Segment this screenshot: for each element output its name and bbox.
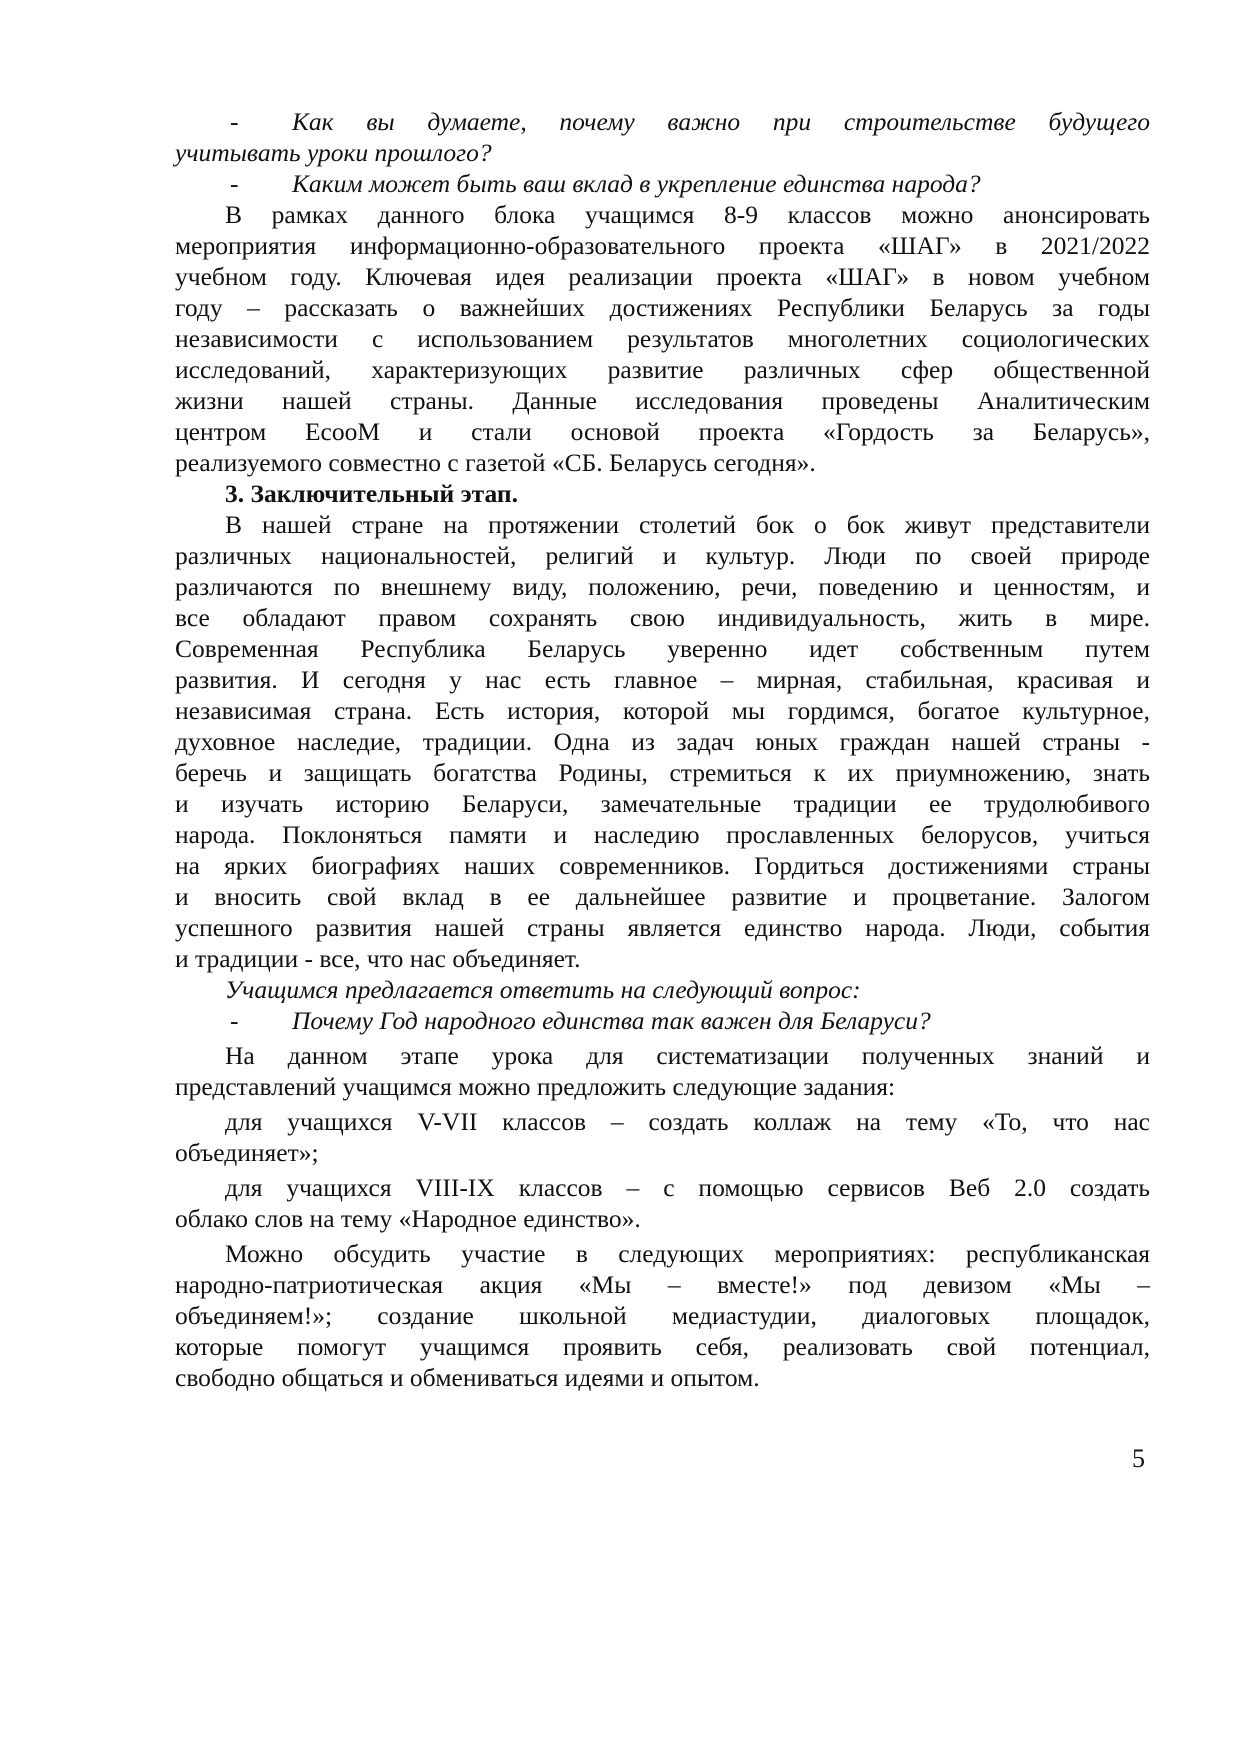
text-line: все обладают правом сохранять свою индивидуальность, жить в мире. (175, 603, 1150, 632)
text-line: успешного развития нашей страны является единство народа. Люди, события (175, 913, 1150, 942)
text-line (175, 106, 1150, 137)
question-item (175, 168, 1150, 199)
text-line: реализуемого совместно с газетой «СБ. Беларусь сегодня». (175, 448, 816, 477)
dash-bullet: - (230, 1006, 239, 1035)
text-line: и традиции - все, что нас объединяет. (175, 944, 581, 973)
paragraph (175, 974, 1150, 1005)
text-line: учитывать уроки прошлого? (175, 138, 492, 167)
text-line: жизни нашей страны. Данные исследования проведены Аналитическим (175, 386, 1150, 415)
text-line: учебном году. Ключевая идея реализации проекта «ШАГ» в новом учебном (175, 262, 1150, 291)
dash-bullet: - (230, 107, 239, 136)
question-item (175, 1005, 1150, 1036)
paragraph (175, 509, 1150, 974)
text-line: развития. И сегодня у нас есть главное – мирная, стабильная, красивая и (175, 665, 1150, 694)
text-line: народа. Поклоняться памяти и наследию прославленных белорусов, учиться (175, 820, 1150, 849)
text-line: мероприятия информационно-образовательного проекта «ШАГ» в 2021/2022 (175, 231, 1150, 260)
text-line: беречь и защищать богатства Родины, стремиться к их приумножению, знать (175, 758, 1150, 787)
text-line (175, 168, 1150, 199)
text-line: независимая страна. Есть история, которой мы гордимся, богатое культурное, (175, 696, 1150, 725)
text-line: Современная Республика Беларусь уверенно идет собственным путем (175, 634, 1150, 663)
text-line: и изучать историю Беларуси, замечательные традиции ее трудолюбивого (175, 789, 1150, 818)
text-line: На данном этапе урока для систематизации полученных знаний и (225, 1041, 1150, 1070)
paragraph (175, 199, 1150, 478)
paragraph (175, 1106, 1150, 1168)
text-line: Учащимся предлагается ответить на следующий вопрос: (225, 975, 861, 1004)
text-line: В рамках данного блока учащимся 8-9 классов можно анонсировать (225, 200, 1150, 229)
line-text: Как вы думаете, почему важно при строительстве будущего (292, 107, 1150, 136)
text-line: 3. Заключительный этап. (225, 479, 518, 508)
text-line: народно-патриотическая акция «Мы – вместе!» под девизом «Мы – (175, 1270, 1150, 1299)
text-line: и вносить свой вклад в ее дальнейшее развитие и процветание. Залогом (175, 882, 1150, 911)
text-line: независимости с использованием результатов многолетних социологических (175, 324, 1150, 353)
text-line: духовное наследие, традиции. Одна из задач юных граждан нашей страны - (175, 727, 1150, 756)
text-line (175, 1005, 1150, 1036)
paragraph (175, 1238, 1150, 1393)
text-line: представлений учащимся можно предложить следующие задания: (175, 1072, 896, 1101)
text-line: объединяем!»; создание школьной медиастудии, диалоговых площадок, (175, 1301, 1150, 1330)
text-line: для учащихся V-VII классов – создать коллаж на тему «То, что нас (225, 1107, 1150, 1136)
dash-bullet: - (230, 169, 239, 198)
document-body (175, 106, 1150, 1393)
text-line: которые помогут учащимся проявить себя, реализовать свой потенциал, (175, 1332, 1150, 1361)
text-line: центром EcooM и стали основой проекта «Гордость за Беларусь», (175, 417, 1150, 446)
text-line: Можно обсудить участие в следующих мероприятиях: республиканская (225, 1239, 1150, 1268)
text-line: исследований, характеризующих развитие различных сфер общественной (175, 355, 1150, 384)
text-line: облако слов на тему «Народное единство». (175, 1204, 641, 1233)
line-text: Каким может быть ваш вклад в укрепление единства народа? (292, 169, 981, 198)
text-line: В нашей стране на протяжении столетий бок о бок живут представители (225, 510, 1150, 539)
paragraph (175, 1172, 1150, 1234)
text-line: для учащихся VIII-IX классов – с помощью сервисов Веб 2.0 создать (225, 1173, 1150, 1202)
section-heading (175, 478, 1150, 509)
question-item (175, 106, 1150, 168)
text-line: объединяет»; (175, 1138, 319, 1167)
page-number: 5 (1132, 1444, 1145, 1473)
text-line: свободно общаться и обмениваться идеями и опытом. (175, 1363, 760, 1392)
text-line: году – рассказать о важнейших достижениях Республики Беларусь за годы (175, 293, 1150, 322)
text-line: на ярких биографиях наших современников. Гордиться достижениями страны (175, 851, 1150, 880)
paragraph (175, 1040, 1150, 1102)
line-text: Почему Год народного единства так важен для Беларуси? (292, 1006, 931, 1035)
text-line: различаются по внешнему виду, положению, речи, поведению и ценностям, и (175, 572, 1150, 601)
text-line: различных национальностей, религий и культур. Люди по своей природе (175, 541, 1150, 570)
